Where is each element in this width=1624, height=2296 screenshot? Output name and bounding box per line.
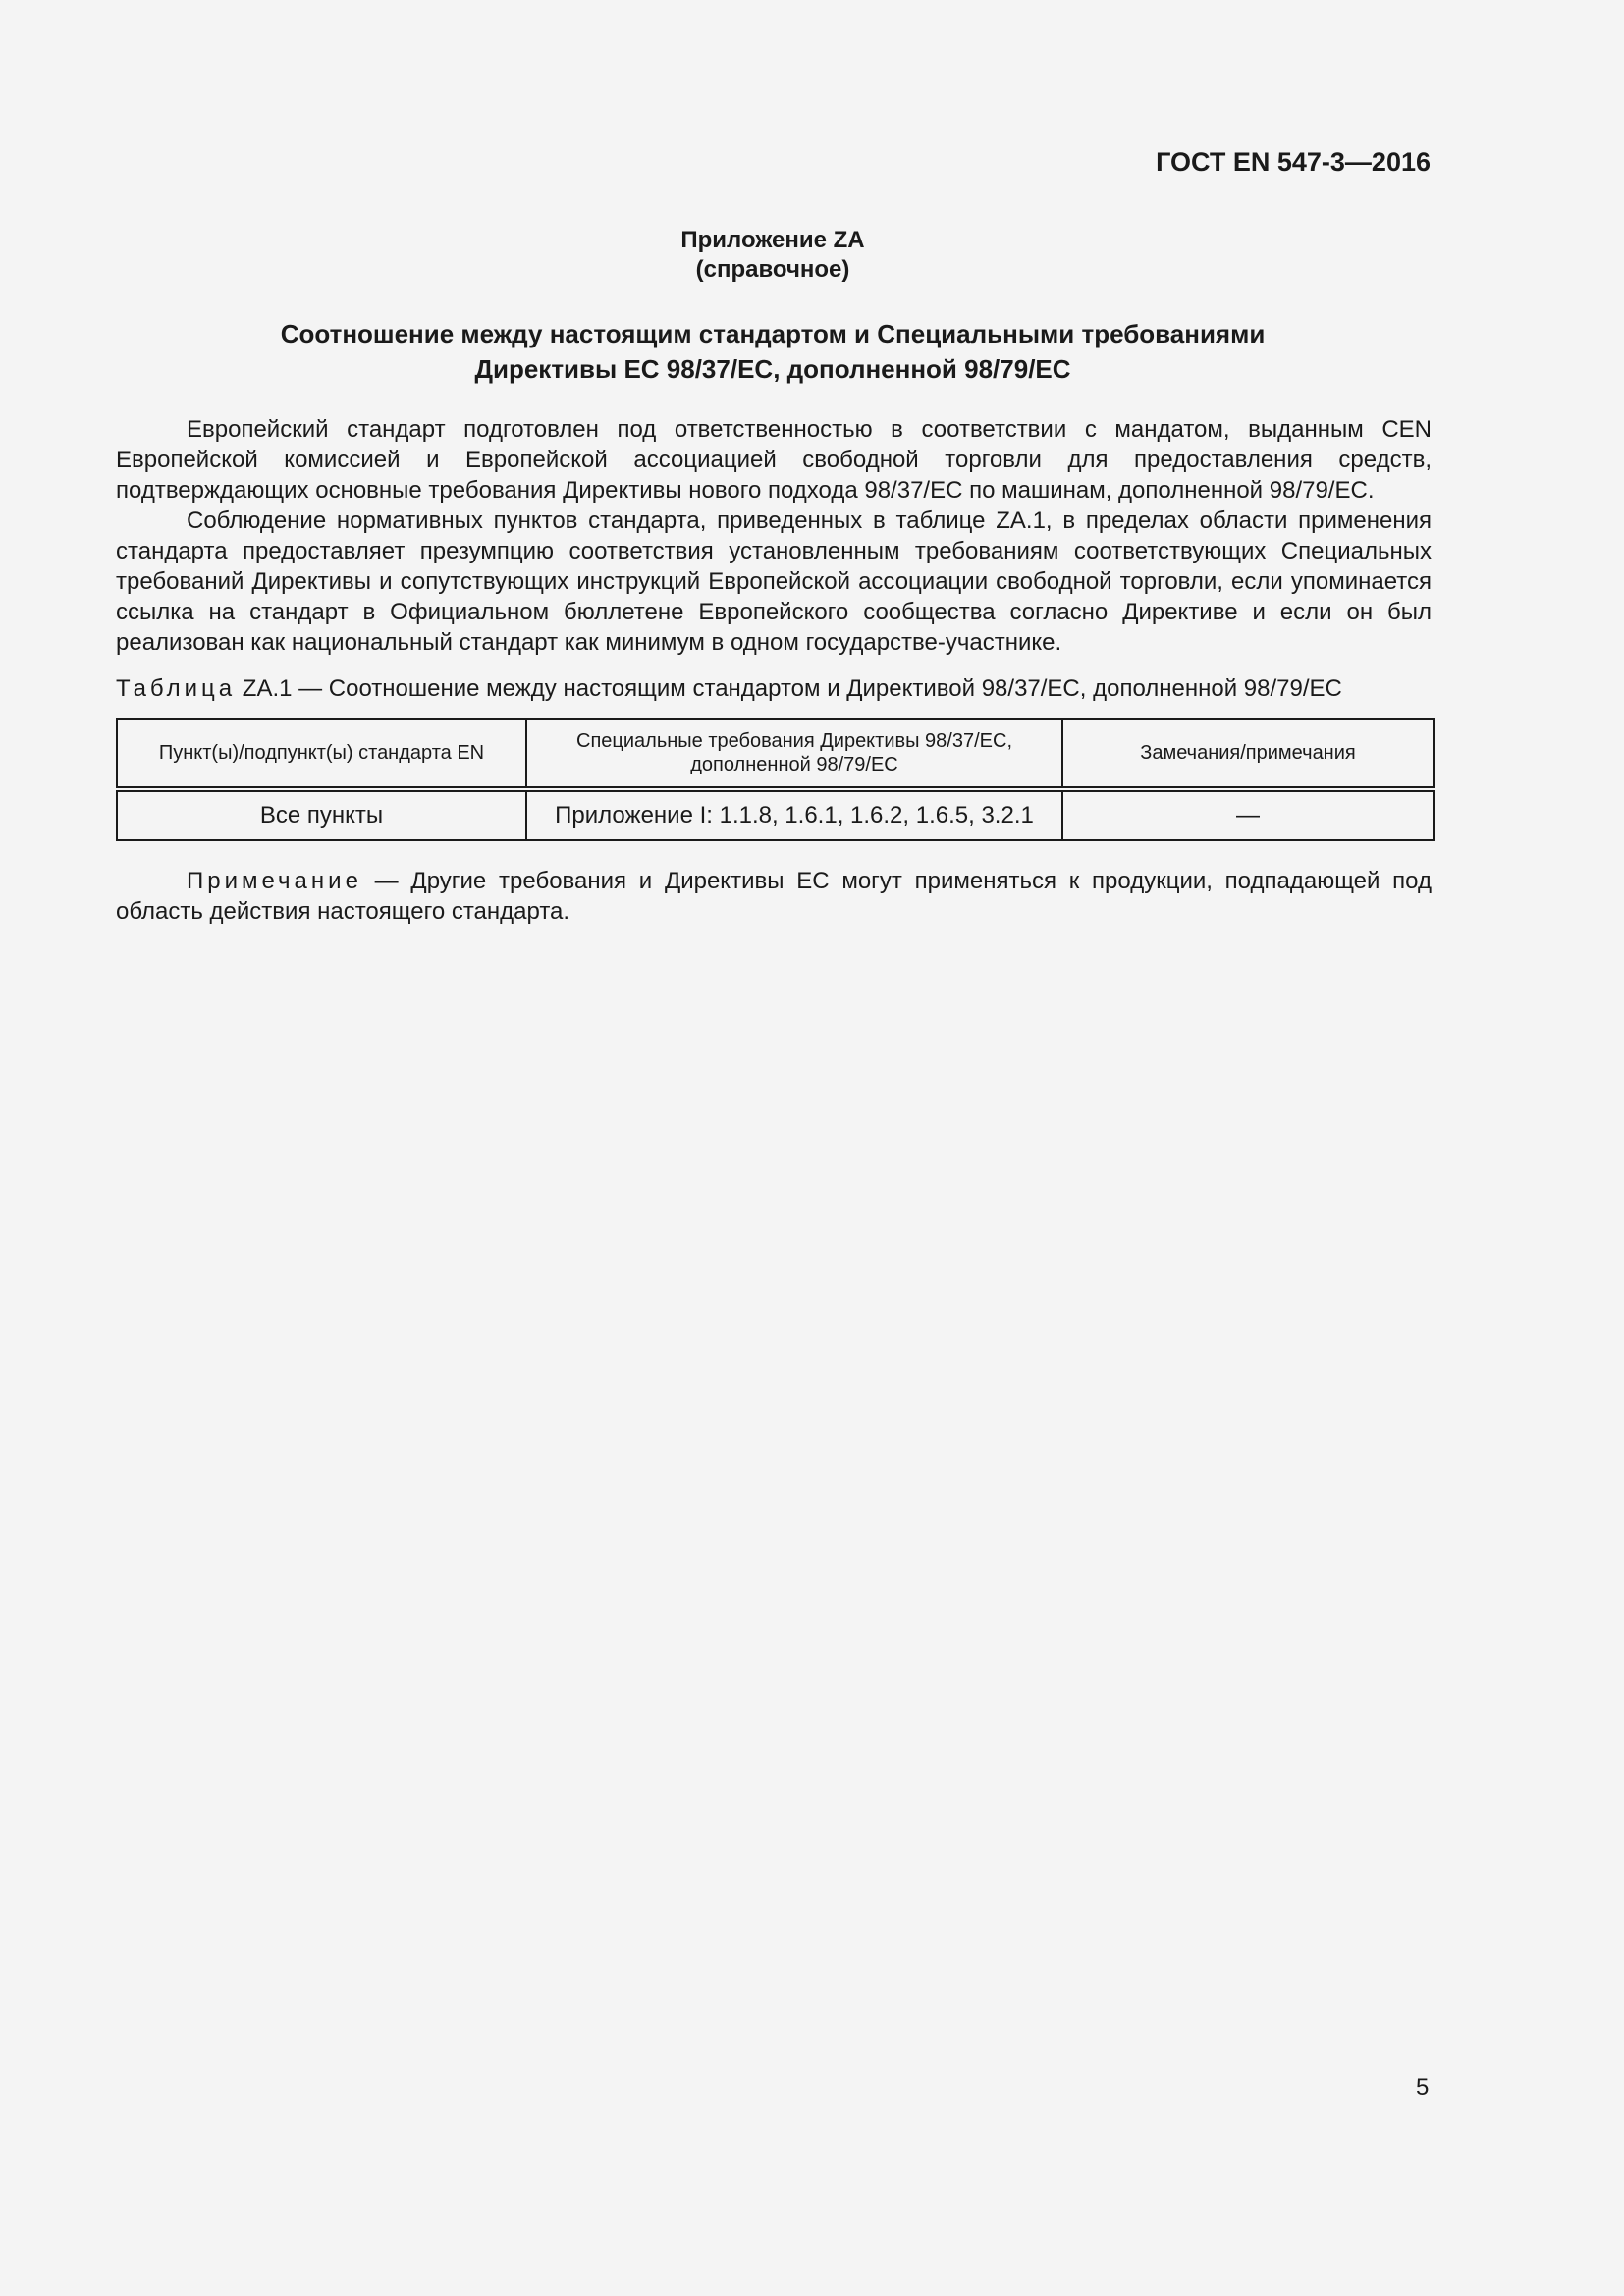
paragraph: Соблюдение нормативных пунктов стандарта, приведенных в таблице ZA.1, в пределах области применения стандарта предоставляет презумпцию соответствия установленным требованиям соответствующих Специальных требований Директивы и сопутствующих инструкций Европейской ассоциации свободной торговли, если упоминается ссылка на стандарт в Официальном бюллетене Европейского сообщества согласно Директиве и если он был реализован как национальный стандарт как минимум в одном государстве-участнике. [116, 507, 1432, 656]
correspondence-table [116, 718, 1435, 841]
note-label: Примечание [187, 868, 362, 894]
table-caption-text: ZA.1 — Соотношение между настоящим стандартом и Директивой 98/37/ЕС, дополненной 98/79/ЕС [242, 675, 1342, 702]
section-title-line-2: Директивы ЕС 98/37/ЕС, дополненной 98/79/ЕС [474, 354, 1071, 384]
table-header-cell: Замечания/примечания [1062, 719, 1434, 789]
paragraph: Европейский стандарт подготовлен под ответственностью в соответствии с мандатом, выданным CEN Европейской комиссией и Европейской ассоциацией свободной торговли для предоставления средств, подтверждающих основные требования Директивы нового подхода 98/37/ЕС по машинам, дополненной 98/79/ЕС. [116, 416, 1432, 504]
note [116, 866, 1432, 927]
table-header-cell: Пункт(ы)/подпункт(ы) стандарта EN [117, 719, 526, 789]
body-paragraphs [116, 414, 1432, 658]
table-cell: Все пункты [117, 789, 526, 840]
page-number: 5 [1416, 2074, 1430, 2101]
annex-title: Приложение ZA [680, 227, 865, 253]
document-code: ГОСТ EN 547-3—2016 [1156, 147, 1431, 177]
table-header-cell: Специальные требования Директивы 98/37/ЕС, дополненной 98/79/ЕС [526, 719, 1062, 789]
table-header-row [117, 719, 1434, 789]
annex-heading [0, 226, 1545, 285]
table-row [117, 789, 1434, 840]
section-title-line-1: Соотношение между настоящим стандартом и Специальными требованиями [280, 319, 1266, 348]
section-heading [0, 316, 1545, 387]
table-cell: — [1062, 789, 1434, 840]
note-text: — Другие требования и Директивы ЕС могут применяться к продукции, подпадающей под область действия настоящего стандарта. [116, 868, 1432, 925]
table-caption-prefix: Таблица [116, 675, 237, 702]
table-cell: Приложение I: 1.1.8, 1.6.1, 1.6.2, 1.6.5, 3.2.1 [526, 789, 1062, 840]
table-caption [116, 675, 1342, 703]
annex-subtitle: (справочное) [695, 256, 850, 283]
